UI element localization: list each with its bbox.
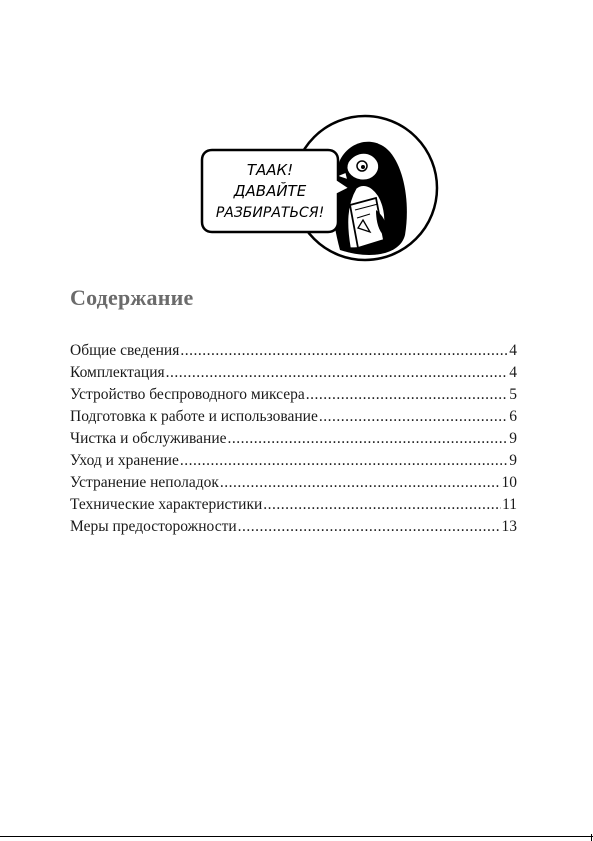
toc-entry-page: 9 [509,430,517,447]
toc-entry-page: 5 [509,386,517,403]
toc-leader-dots [180,340,508,362]
toc-leader-dots [306,384,509,406]
toc-entry-label: Устройство беспроводного миксера [70,386,305,403]
toc-entry[interactable] [70,450,517,472]
toc-entry-label: Технические характеристики [70,496,263,513]
toc-leader-dots [180,450,508,472]
toc-leader-dots [228,428,509,450]
toc-entry-label: Чистка и обслуживание [70,430,227,447]
reading-penguin-icon [200,110,440,270]
toc-entry-label: Подготовка к работе и использование [70,408,318,425]
toc-leader-dots [263,494,501,516]
toc-entry[interactable] [70,494,517,516]
toc-entry-page: 9 [509,452,517,469]
toc-entry-page: 4 [509,342,517,359]
table-of-contents [70,340,517,538]
toc-entry[interactable] [70,362,517,384]
toc-entry-label: Уход и хранение [70,452,179,469]
toc-entry-page: 13 [501,518,517,535]
toc-entry-page: 4 [509,364,517,381]
toc-entry-page: 6 [509,408,517,425]
toc-entry-label: Комплектация [70,364,165,381]
toc-entry[interactable] [70,406,517,428]
penguin-illustration [200,110,440,270]
speech-line-3: РАЗБИРАТЬСЯ! [215,205,325,221]
toc-entry-page: 11 [502,496,517,513]
toc-leader-dots [319,406,508,428]
toc-leader-dots [238,516,501,538]
toc-entry[interactable] [70,340,517,362]
toc-entry[interactable] [70,428,517,450]
toc-leader-dots [220,472,501,494]
toc-entry[interactable] [70,472,517,494]
toc-entry[interactable] [70,384,517,406]
speech-line-1: ТААК! [246,161,294,179]
page-bottom-rule [0,836,593,837]
toc-entry-label: Общие сведения [70,342,180,359]
toc-entry-label: Устранение неполадок [70,474,219,491]
toc-entry[interactable] [70,516,517,538]
crop-mark [591,834,592,841]
toc-leader-dots [166,362,509,384]
toc-entry-label: Меры предосторожности [70,518,237,535]
toc-title: Содержание [70,285,194,310]
toc-entry-page: 10 [501,474,517,491]
speech-line-2: ДАВАЙТЕ [233,182,307,200]
